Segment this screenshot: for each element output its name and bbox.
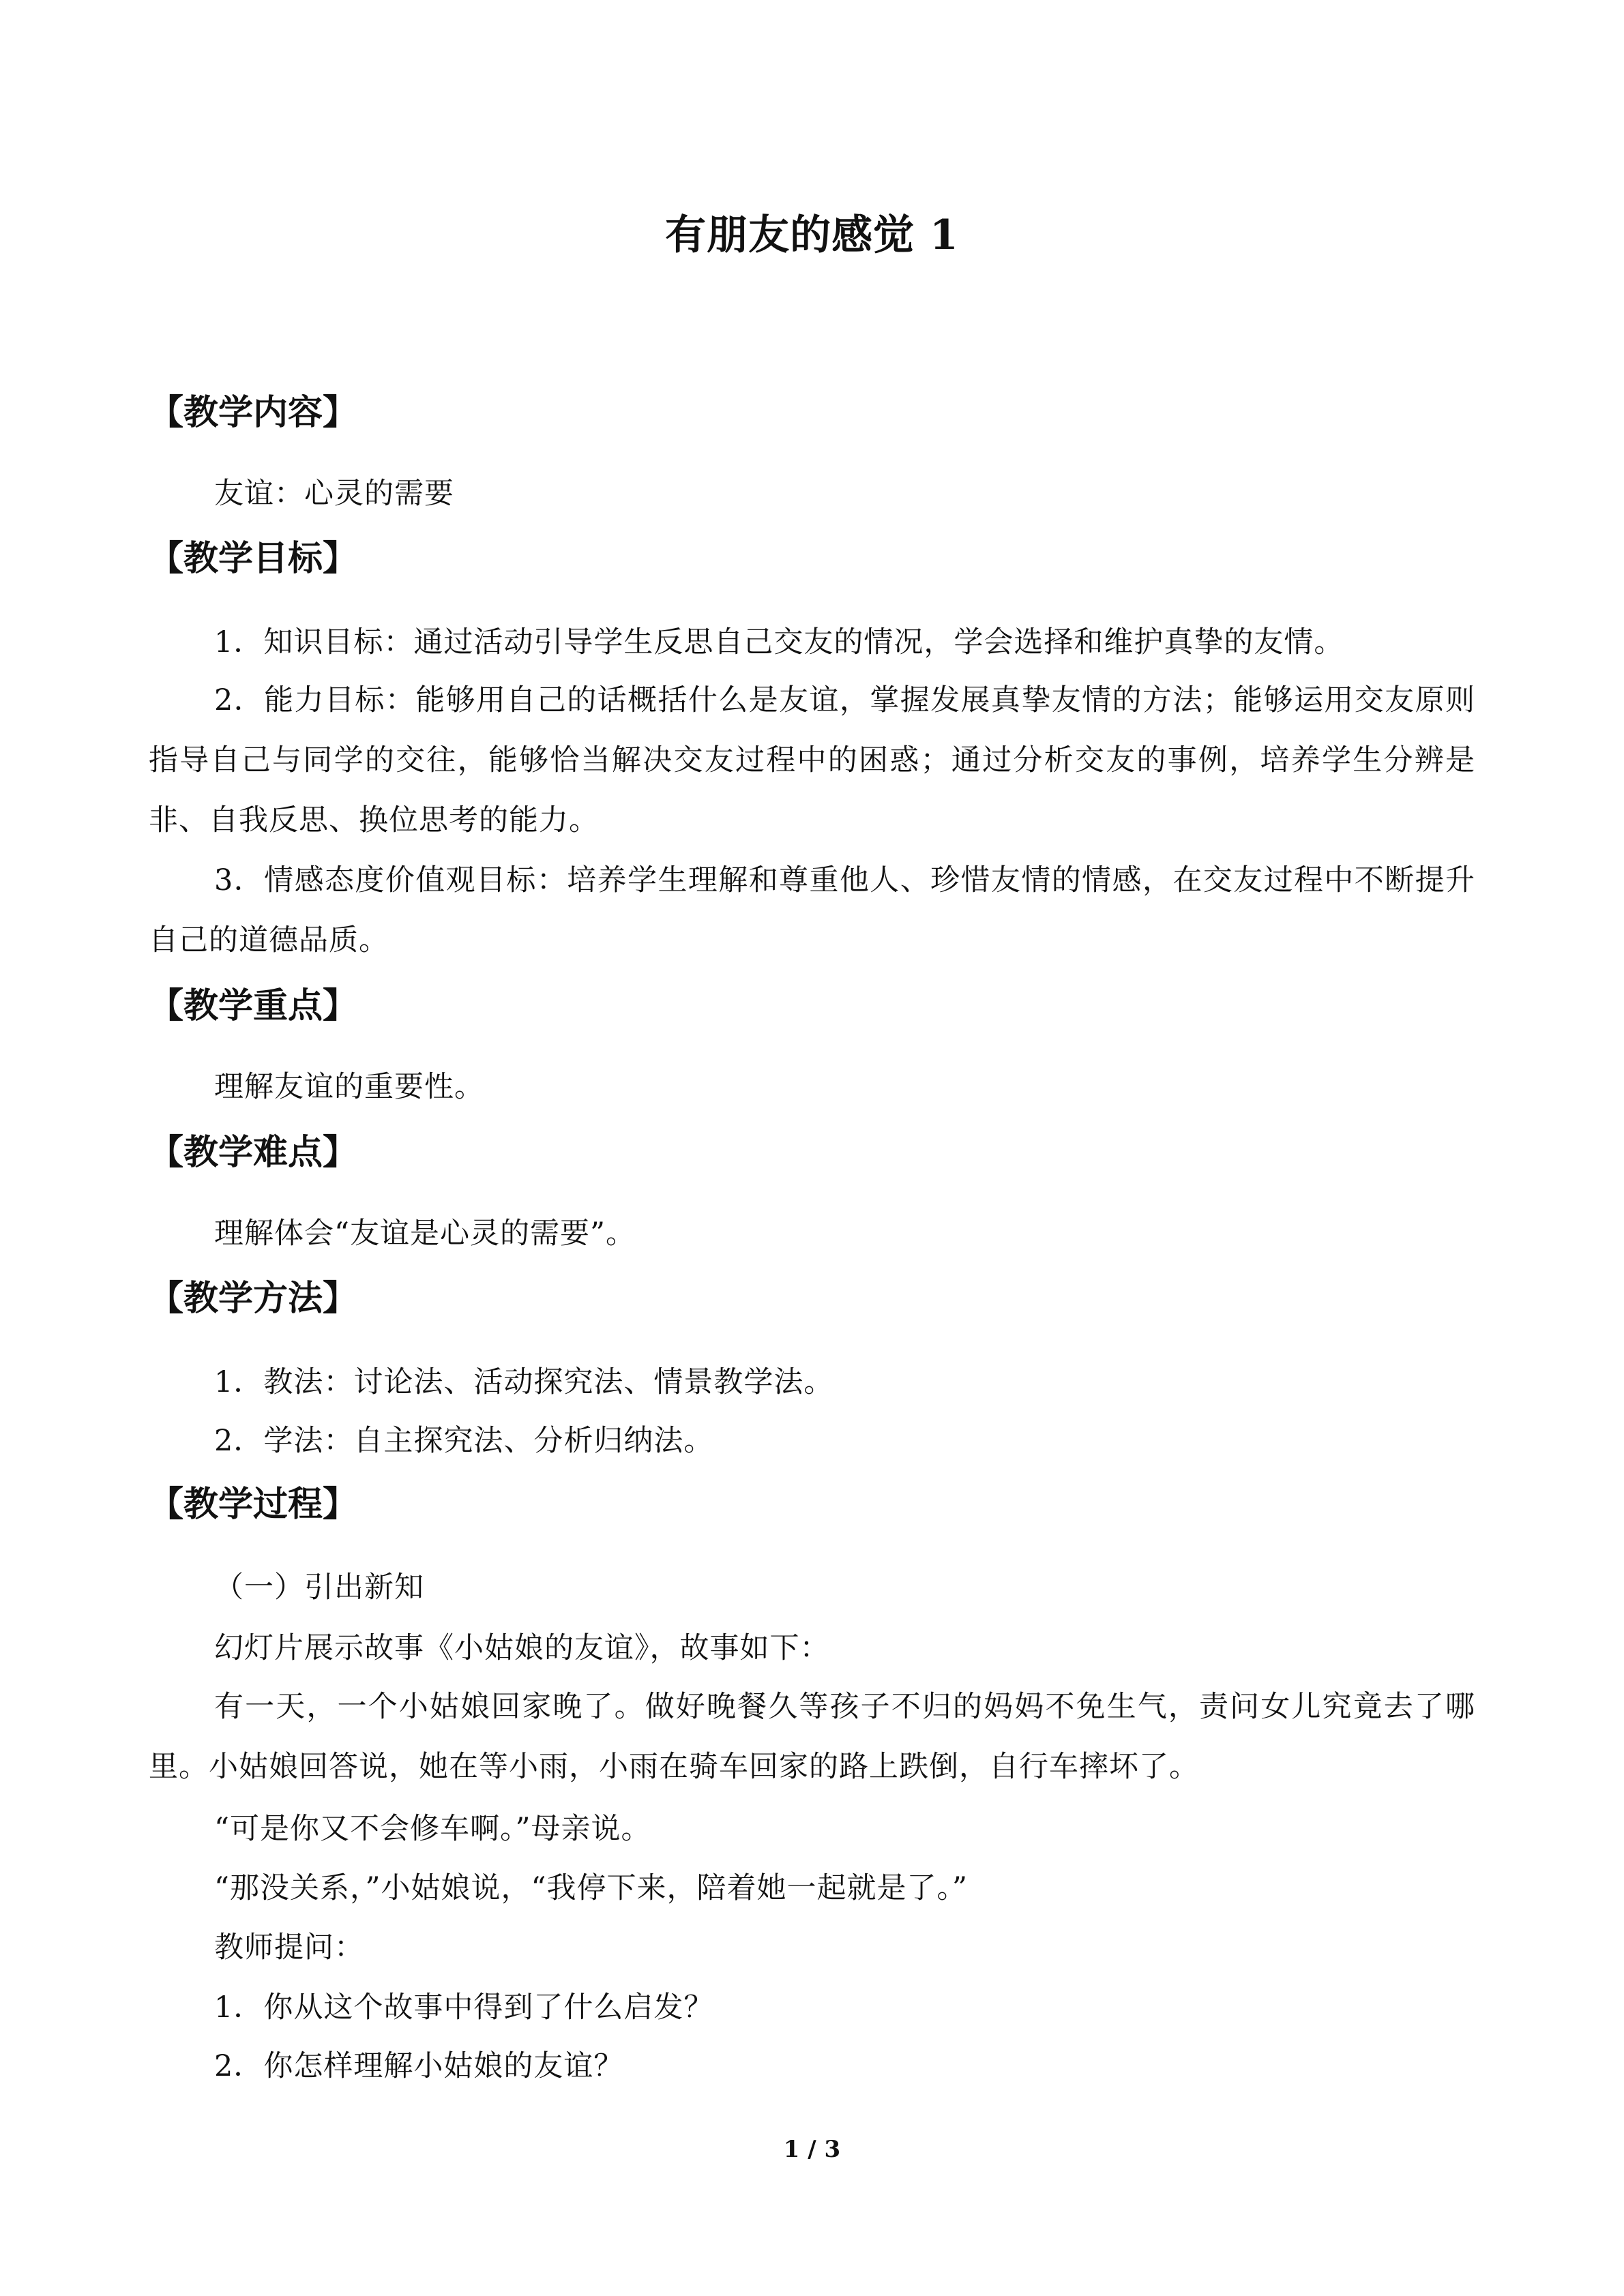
difficulties-text: 理解体会“友谊是心灵的需要”。 [214, 1217, 636, 1251]
method-item: 1．教法：讨论法、活动探究法、情景教学法。 [214, 1365, 834, 1399]
goal-item: 1．知识目标：通过活动引导学生反思自己交友的情况，学会选择和维护真挚的友情。 [214, 625, 1344, 659]
section-heading-difficulties: 【教学难点】 [149, 1132, 358, 1173]
goal-item: 2．能力目标：能够用自己的话概括什么是友谊，掌握发展真挚友情的方法；能够运用交友原则指导自己与同学的交往，能够恰当解决交友过程中的困惑；通过分析交友的事例，培养学生分辨是非、自我反思、换位思考的能力。 [149, 683, 1475, 837]
goal-item: 3．情感态度价值观目标：培养学生理解和尊重他人、珍惜友情的情感，在交友过程中不断提升自己的道德品质。 [149, 863, 1475, 957]
document-title: 有朋友的感觉 1 [665, 211, 959, 259]
question-item: 1．你从这个故事中得到了什么启发？ [214, 1991, 714, 2025]
section-heading-key-points: 【教学重点】 [149, 985, 358, 1026]
section-heading-process: 【教学过程】 [149, 1484, 358, 1525]
process-intro: 幻灯片展示故事《小姑娘的友谊》，故事如下： [214, 1631, 830, 1665]
question-item: 2．你怎样理解小姑娘的友谊？ [214, 2049, 624, 2083]
process-quote: “那没关系，”小姑娘说，“我停下来，陪着她一起就是了。” [214, 1871, 968, 1905]
method-item: 2．学法：自主探究法、分析归纳法。 [214, 1424, 714, 1458]
process-quote: “可是你又不会修车啊。”母亲说。 [214, 1812, 651, 1846]
section-heading-goals: 【教学目标】 [149, 538, 358, 579]
key-points-text: 理解友谊的重要性。 [214, 1070, 484, 1104]
page-indicator: 1 / 3 [783, 2136, 841, 2163]
process-story: 有一天，一个小姑娘回家晚了。做好晚餐久等孩子不归的妈妈不免生气，责问女儿究竟去了哪里。小姑娘回答说，她在等小雨，小雨在骑车回家的路上跌倒，自行车摔坏了。 [149, 1690, 1475, 1784]
content-text: 友谊：心灵的需要 [214, 477, 454, 511]
process-sub-heading: （一）引出新知 [214, 1570, 424, 1605]
teacher-question-label: 教师提问： [214, 1930, 364, 1965]
section-heading-content: 【教学内容】 [149, 392, 358, 433]
section-heading-methods: 【教学方法】 [149, 1278, 358, 1319]
